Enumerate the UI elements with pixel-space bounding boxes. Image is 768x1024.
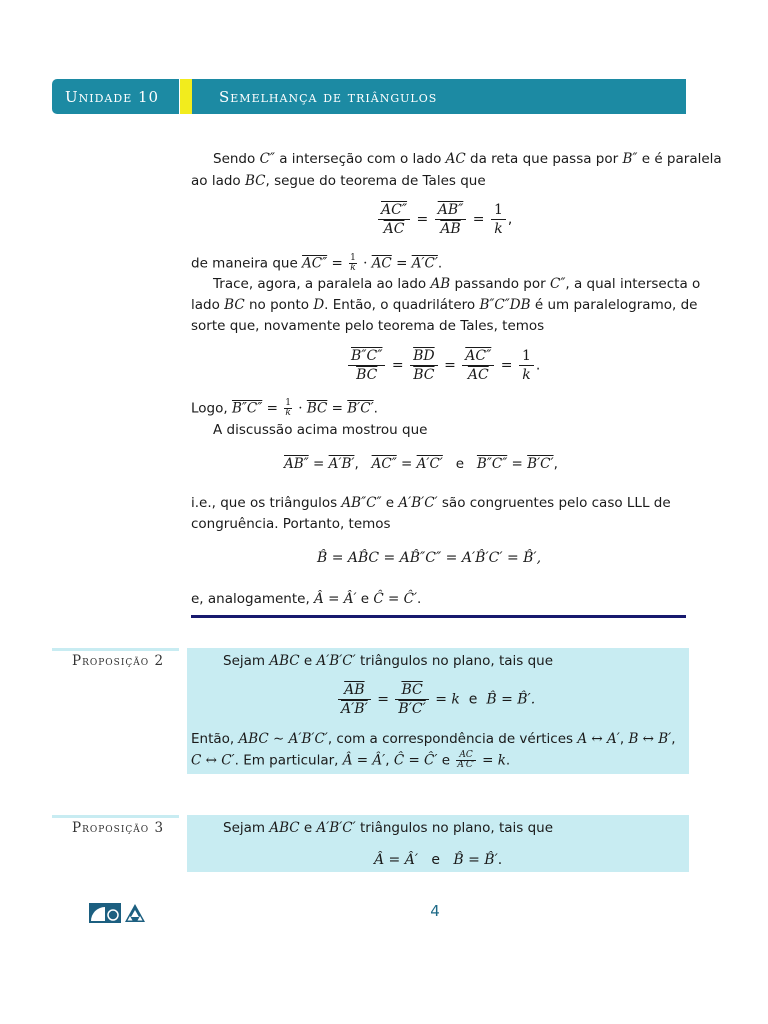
paragraph-line: e, analogamente, Â = Â′ e Ĉ = Ĉ′. <box>191 591 422 607</box>
equation-congruent-sides: AB″ = A′B′, AC″ = A′C′ e B″C″ = B′C′, <box>284 456 558 472</box>
header-accent-stripe <box>180 79 192 114</box>
paragraph-line: i.e., que os triângulos AB″C″ e A′B′C′ são congruentes pelo caso LLL de <box>191 495 671 511</box>
prop3-label: Proposição 3 <box>72 820 165 836</box>
prop2-line: Sejam ABC e A′B′C′ triângulos no plano, tais que <box>223 653 554 669</box>
paragraph-line: A discussão acima mostrou que <box>213 422 428 438</box>
prop3-equation: Â = Â′ e B̂ = B̂′. <box>374 852 503 868</box>
prop2-equation: $\frac{\overline{AB}}{A'B'}$ = $\frac{\overline{BC}}{B'C'}$ = k e B̂ = B̂′. <box>336 682 535 717</box>
prop2-label: Proposição 2 <box>72 653 165 669</box>
prop2-line: Então, ABC ∼ A′B′C′, com a correspondência de vértices A ↔ A′, B ↔ B′, <box>191 731 676 747</box>
paragraph-line: congruência. Portanto, temos <box>191 516 391 532</box>
unit-label: Unidade 10 <box>65 88 160 106</box>
paragraph-line: Trace, agora, a paralela ao lado AB passando por C″, a qual intersecta o <box>213 276 701 292</box>
equation-tales-1: $\frac{AC''}{AC}$ = $\frac{AB''}{AB}$ = $\frac{1}{k}$ , <box>376 202 512 237</box>
prop3-label-rule <box>52 815 179 818</box>
paragraph-line: Logo, B″C″ = $\frac{1}{k}$ · $\overline{BC} = B'C'$. <box>191 398 378 418</box>
prop3-line: Sejam ABC e A′B′C′ triângulos no plano, tais que <box>223 820 554 836</box>
equation-tales-2: $\frac{B''C''}{BC}$ = $\frac{\overline{BD}}{BC}$ = $\frac{AC''}{AC}$ = $\frac{1}{k}$ . <box>346 348 540 383</box>
prop2-label-rule <box>52 648 179 651</box>
section-divider <box>191 615 686 618</box>
page-number: 4 <box>430 902 440 920</box>
paragraph-line: Sendo C″ a interseção com o lado AC da reta que passa por B″ e é paralela <box>213 151 722 167</box>
paragraph-line: ao lado BC, segue do teorema de Tales que <box>191 173 486 189</box>
paragraph-line: sorte que, novamente pelo teorema de Tales, temos <box>191 318 545 334</box>
chapter-title: Semelhança de triângulos <box>219 88 438 106</box>
profmat-logo-icon <box>89 902 149 928</box>
paragraph-line: lado BC no ponto D. Então, o quadrilátero B″C″DB é um paralelogramo, de <box>191 297 698 313</box>
prop2-line: C ↔ C′. Em particular, Â = Â′, Ĉ = Ĉ′ e $\frac{AC}{A'C'}$ = k. <box>191 750 511 770</box>
equation-angles: B̂ = AB̂C = AB̂″C″ = A′B̂′C′ = B̂′, <box>317 550 542 566</box>
paragraph-line: de maneira que AC″ = $\frac{1}{k}$ · $\overline{AC} = A'C'$. <box>191 253 443 273</box>
